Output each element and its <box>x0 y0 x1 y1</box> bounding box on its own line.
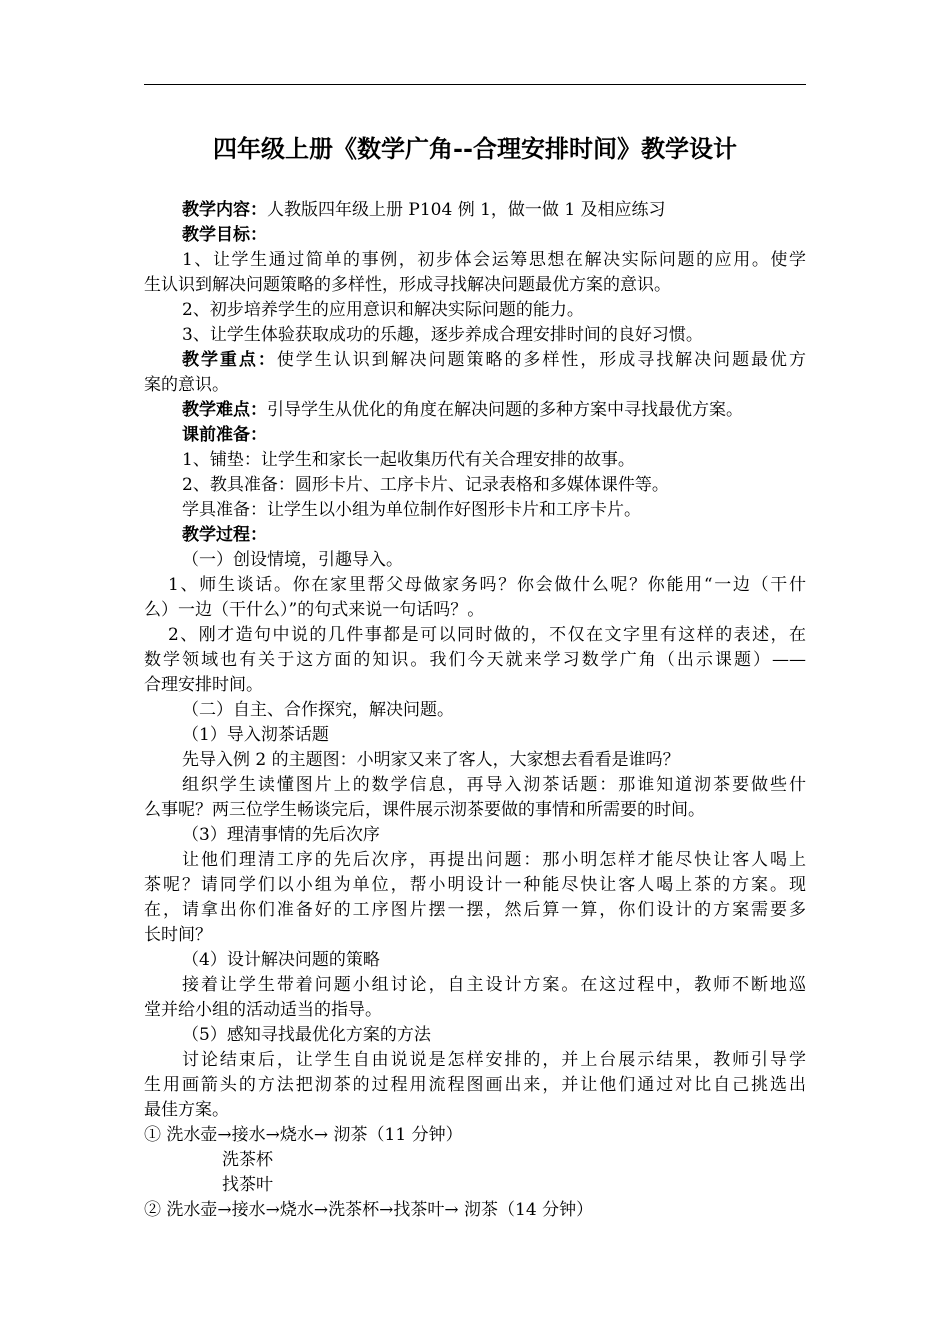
plan-1-sub-wash-cups: 洗茶杯 <box>222 1150 273 1170</box>
step-1-para-1: 先导入例 2 的主题图：小明家又来了客人，大家想去看看是谁吗？ <box>182 750 680 770</box>
step-3-line-2: 茶呢？请同学们以小组为单位，帮小明设计一种能尽快让客人喝上茶的方案。现 <box>144 875 806 895</box>
para-1-line-2: 么）一边（干什么）”的句式来说一句话吗？。 <box>144 600 485 620</box>
para-2-line-3: 合理安排时间。 <box>144 675 263 695</box>
label-process: 教学过程： <box>182 525 267 545</box>
step-4-line-2: 堂并给小组的活动适当的指导。 <box>144 1000 382 1020</box>
label-preparation: 课前准备： <box>182 425 267 445</box>
prep-2: 2、教具准备：圆形卡片、工序卡片、记录表格和多媒体课件等。 <box>182 475 669 495</box>
step-3-heading: （3）理清事情的先后次序 <box>182 825 380 845</box>
step-5-line-3: 最佳方案。 <box>144 1100 229 1120</box>
key-point-line-1: 教学重点：使学生认识到解决问题策略的多样性，形成寻找解决问题最优方 <box>182 350 806 370</box>
teaching-content: 教学内容：人教版四年级上册 P104 例 1，做一做 1 及相应练习 <box>182 200 666 220</box>
plan-1: ① 洗水壶→接水→烧水→ 沏茶（11 分钟） <box>144 1125 463 1145</box>
step-5-line-2: 生用画箭头的方法把沏茶的过程用流程图画出来，并让他们通过对比自己挑选出 <box>144 1075 806 1095</box>
label-content: 教学内容： <box>182 200 267 220</box>
para-2-line-1: 2、刚才造句中说的几件事都是可以同时做的，不仅在文字里有这样的表述，在 <box>168 625 806 645</box>
plan-2: ② 洗水壶→接水→烧水→洗茶杯→找茶叶→ 沏茶（14 分钟） <box>144 1200 594 1220</box>
step-3-line-3: 在，请拿出你们准备好的工序图片摆一摆，然后算一算，你们设计的方案需要多 <box>144 900 806 920</box>
header-rule <box>144 84 806 85</box>
step-1-heading: （1）导入沏茶话题 <box>182 725 329 745</box>
section-1-heading: （一）创设情境，引趣导入。 <box>182 550 403 570</box>
label-goals: 教学目标： <box>182 225 267 245</box>
goal-2: 2、初步培养学生的应用意识和解决实际问题的能力。 <box>182 300 584 320</box>
step-3-line-1: 让他们理清工序的先后次序，再提出问题：那小明怎样才能尽快让客人喝上 <box>182 850 806 870</box>
step-1-para-2-line-1: 组织学生读懂图片上的数学信息，再导入沏茶话题：那谁知道沏茶要做些什 <box>182 775 806 795</box>
goal-3: 3、让学生体验获取成功的乐趣，逐步养成合理安排时间的良好习惯。 <box>182 325 703 345</box>
goal-1-line-1: 1、让学生通过简单的事例，初步体会运筹思想在解决实际问题的应用。使学 <box>182 250 806 270</box>
key-point-line-2: 案的意识。 <box>144 375 229 395</box>
prep-1: 1、铺垫：让学生和家长一起收集历代有关合理安排的故事。 <box>182 450 635 470</box>
step-4-heading: （4）设计解决问题的策略 <box>182 950 380 970</box>
difficulty: 教学难点：引导学生从优化的角度在解决问题的多种方案中寻找最优方案。 <box>182 400 743 420</box>
prep-3: 学具准备：让学生以小组为单位制作好图形卡片和工序卡片。 <box>182 500 641 520</box>
section-2-heading: （二）自主、合作探究，解决问题。 <box>182 700 454 720</box>
step-5-heading: （5）感知寻找最优化方案的方法 <box>182 1025 431 1045</box>
goal-1-line-2: 生认识到解决问题策略的多样性，形成寻找解决问题最优方案的意识。 <box>144 275 671 295</box>
step-3-line-4: 长时间？ <box>144 925 212 945</box>
para-1-line-1: 1、师生谈话。你在家里帮父母做家务吗？你会做什么呢？你能用“一边（干什 <box>168 575 806 595</box>
plan-1-sub-find-tea: 找茶叶 <box>222 1175 273 1195</box>
document-body <box>144 198 806 1223</box>
document-title: 四年级上册《数学广角--合理安排时间》教学设计 <box>213 134 737 163</box>
step-1-para-2-line-2: 么事呢？两三位学生畅谈完后，课件展示沏茶要做的事情和所需要的时间。 <box>144 800 705 820</box>
para-2-line-2: 数学领域也有关于这方面的知识。我们今天就来学习数学广角（出示课题）—— <box>144 650 806 670</box>
step-5-line-1: 讨论结束后，让学生自由说说是怎样安排的，并上台展示结果，教师引导学 <box>182 1050 806 1070</box>
step-4-line-1: 接着让学生带着问题小组讨论，自主设计方案。在这过程中，教师不断地巡 <box>182 975 806 995</box>
